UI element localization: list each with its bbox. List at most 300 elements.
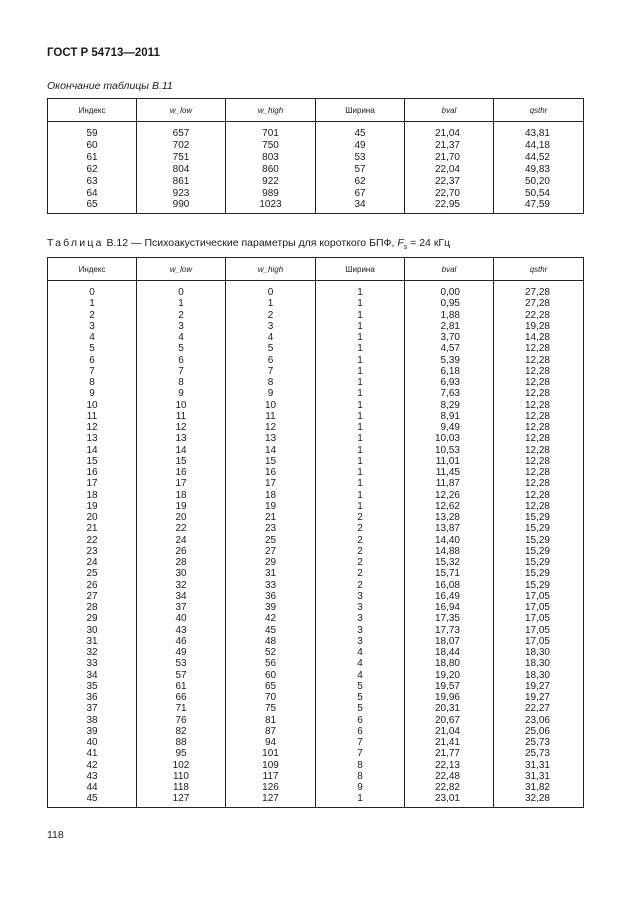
index-cell: 3 (48, 321, 137, 332)
index-cell: 28 (48, 602, 137, 613)
column-header-qsthr: qsthr (494, 99, 584, 122)
w-high-cell: 29 (226, 557, 316, 568)
table-row (48, 523, 584, 534)
table-row (48, 388, 584, 399)
table-row (48, 692, 584, 703)
w-low-cell: 46 (137, 636, 226, 647)
bval-cell: 1,88 (405, 310, 494, 321)
column-header-bval: bval (405, 258, 494, 281)
w-low-cell: 15 (137, 456, 226, 467)
table-row (48, 366, 584, 377)
table-row (48, 535, 584, 546)
table-row (48, 737, 584, 748)
qsthr-cell: 27,28 (494, 298, 584, 309)
index-cell: 35 (48, 681, 137, 692)
width-cell: 1 (316, 298, 405, 309)
w-high-cell: 0 (226, 281, 316, 299)
w-high-cell: 9 (226, 388, 316, 399)
index-cell: 32 (48, 647, 137, 658)
qsthr-cell: 12,28 (494, 433, 584, 444)
w-low-cell: 5 (137, 343, 226, 354)
w-high-cell: 15 (226, 456, 316, 467)
index-cell: 22 (48, 535, 137, 546)
caption-subscript: s (403, 244, 408, 252)
w-high-cell: 65 (226, 681, 316, 692)
index-cell: 6 (48, 355, 137, 366)
bval-cell: 21,04 (405, 122, 494, 140)
qsthr-cell: 27,28 (494, 281, 584, 299)
width-cell: 1 (316, 332, 405, 343)
table-row (48, 188, 584, 200)
index-cell: 44 (48, 782, 137, 793)
w-high-cell: 12 (226, 422, 316, 433)
w-low-cell: 26 (137, 546, 226, 557)
column-header-index: Индекс (48, 258, 137, 281)
table-row (48, 591, 584, 602)
bval-cell: 0,95 (405, 298, 494, 309)
w-high-cell: 16 (226, 467, 316, 478)
w-low-cell: 3 (137, 321, 226, 332)
w-low-cell: 32 (137, 580, 226, 591)
w-low-cell: 127 (137, 793, 226, 807)
table-row (48, 715, 584, 726)
table-row (48, 636, 584, 647)
index-cell: 27 (48, 591, 137, 602)
w-low-cell: 102 (137, 760, 226, 771)
bval-cell: 16,94 (405, 602, 494, 613)
width-cell: 8 (316, 771, 405, 782)
bval-cell: 11,01 (405, 456, 494, 467)
w-low-cell: 1 (137, 298, 226, 309)
index-cell: 7 (48, 366, 137, 377)
w-high-cell: 36 (226, 591, 316, 602)
qsthr-cell: 12,28 (494, 467, 584, 478)
table-row (48, 321, 584, 332)
table-continuation-caption: Окончание таблицы В.11 (47, 80, 173, 92)
table-row (48, 377, 584, 388)
index-cell: 40 (48, 737, 137, 748)
width-cell: 1 (316, 422, 405, 433)
width-cell: 7 (316, 748, 405, 759)
index-cell: 25 (48, 568, 137, 579)
w-high-cell: 56 (226, 658, 316, 669)
index-cell: 15 (48, 456, 137, 467)
width-cell: 57 (316, 164, 405, 176)
index-cell: 24 (48, 557, 137, 568)
w-low-cell: 61 (137, 681, 226, 692)
index-cell: 5 (48, 343, 137, 354)
w-low-cell: 71 (137, 703, 226, 714)
w-low-cell: 22 (137, 523, 226, 534)
index-cell: 64 (48, 188, 137, 200)
w-high-cell: 109 (226, 760, 316, 771)
bval-cell: 10,03 (405, 433, 494, 444)
qsthr-cell: 15,29 (494, 546, 584, 557)
w-low-cell: 751 (137, 152, 226, 164)
w-low-cell: 18 (137, 490, 226, 501)
w-high-cell: 5 (226, 343, 316, 354)
caption-text: — Психоакустические параметры для короткого БПФ, (131, 237, 395, 249)
width-cell: 1 (316, 388, 405, 399)
index-cell: 12 (48, 422, 137, 433)
index-cell: 11 (48, 411, 137, 422)
column-header-bval: bval (405, 99, 494, 122)
table-row (48, 613, 584, 624)
index-cell: 4 (48, 332, 137, 343)
bval-cell: 16,49 (405, 591, 494, 602)
table-b12 (47, 257, 584, 808)
qsthr-cell: 47,59 (494, 199, 584, 213)
index-cell: 59 (48, 122, 137, 140)
index-cell: 16 (48, 467, 137, 478)
bval-cell: 11,45 (405, 467, 494, 478)
column-header-w-low: w_low (137, 258, 226, 281)
index-cell: 60 (48, 140, 137, 152)
width-cell: 1 (316, 433, 405, 444)
width-cell: 1 (316, 793, 405, 807)
table-row (48, 602, 584, 613)
width-cell: 1 (316, 281, 405, 299)
width-cell: 2 (316, 557, 405, 568)
column-header-w-high: w_high (226, 99, 316, 122)
bval-cell: 4,57 (405, 343, 494, 354)
index-cell: 33 (48, 658, 137, 669)
table-row (48, 199, 584, 213)
qsthr-cell: 14,28 (494, 332, 584, 343)
qsthr-cell: 12,28 (494, 490, 584, 501)
page-number: 118 (47, 829, 64, 841)
w-low-cell: 10 (137, 400, 226, 411)
index-cell: 30 (48, 625, 137, 636)
table-b11-end (47, 98, 584, 214)
qsthr-cell: 44,52 (494, 152, 584, 164)
width-cell: 1 (316, 411, 405, 422)
bval-cell: 11,87 (405, 478, 494, 489)
column-header-index: Индекс (48, 99, 137, 122)
table-row (48, 445, 584, 456)
w-low-cell: 30 (137, 568, 226, 579)
index-cell: 36 (48, 692, 137, 703)
table-row (48, 681, 584, 692)
width-cell: 62 (316, 176, 405, 188)
width-cell: 2 (316, 568, 405, 579)
width-cell: 5 (316, 703, 405, 714)
index-cell: 34 (48, 670, 137, 681)
w-high-cell: 39 (226, 602, 316, 613)
qsthr-cell: 12,28 (494, 400, 584, 411)
w-high-cell: 27 (226, 546, 316, 557)
w-low-cell: 37 (137, 602, 226, 613)
w-high-cell: 6 (226, 355, 316, 366)
qsthr-cell: 12,28 (494, 343, 584, 354)
w-high-cell: 126 (226, 782, 316, 793)
qsthr-cell: 23,06 (494, 715, 584, 726)
qsthr-cell: 49,83 (494, 164, 584, 176)
bval-cell: 13,28 (405, 512, 494, 523)
w-low-cell: 76 (137, 715, 226, 726)
w-high-cell: 117 (226, 771, 316, 782)
table-row (48, 625, 584, 636)
bval-cell: 17,35 (405, 613, 494, 624)
w-high-cell: 7 (226, 366, 316, 377)
bval-cell: 14,88 (405, 546, 494, 557)
w-high-cell: 42 (226, 613, 316, 624)
w-high-cell: 803 (226, 152, 316, 164)
column-header-w-low: w_low (137, 99, 226, 122)
qsthr-cell: 32,28 (494, 793, 584, 807)
w-low-cell: 16 (137, 467, 226, 478)
index-cell: 2 (48, 310, 137, 321)
qsthr-cell: 19,27 (494, 681, 584, 692)
width-cell: 1 (316, 321, 405, 332)
bval-cell: 20,67 (405, 715, 494, 726)
index-cell: 45 (48, 793, 137, 807)
table-row (48, 557, 584, 568)
qsthr-cell: 12,28 (494, 366, 584, 377)
width-cell: 5 (316, 681, 405, 692)
qsthr-cell: 43,81 (494, 122, 584, 140)
w-high-cell: 922 (226, 176, 316, 188)
caption-prefix: Таблица (47, 237, 104, 249)
w-low-cell: 13 (137, 433, 226, 444)
index-cell: 39 (48, 726, 137, 737)
column-header-width: Ширина (316, 258, 405, 281)
width-cell: 9 (316, 782, 405, 793)
qsthr-cell: 17,05 (494, 613, 584, 624)
qsthr-cell: 12,28 (494, 377, 584, 388)
bval-cell: 22,95 (405, 199, 494, 213)
w-low-cell: 20 (137, 512, 226, 523)
caption-number: В.12 (106, 237, 129, 249)
w-low-cell: 53 (137, 658, 226, 669)
bval-cell: 22,13 (405, 760, 494, 771)
w-high-cell: 21 (226, 512, 316, 523)
w-high-cell: 3 (226, 321, 316, 332)
table-row (48, 411, 584, 422)
width-cell: 3 (316, 591, 405, 602)
width-cell: 3 (316, 625, 405, 636)
w-high-cell: 48 (226, 636, 316, 647)
table-row (48, 281, 584, 299)
qsthr-cell: 17,05 (494, 602, 584, 613)
bval-cell: 3,70 (405, 332, 494, 343)
table-row (48, 490, 584, 501)
w-low-cell: 66 (137, 692, 226, 703)
index-cell: 37 (48, 703, 137, 714)
w-high-cell: 60 (226, 670, 316, 681)
qsthr-cell: 44,18 (494, 140, 584, 152)
w-low-cell: 8 (137, 377, 226, 388)
table-row (48, 703, 584, 714)
index-cell: 9 (48, 388, 137, 399)
w-high-cell: 23 (226, 523, 316, 534)
bval-cell: 18,07 (405, 636, 494, 647)
column-header-width: Ширина (316, 99, 405, 122)
table-row (48, 122, 584, 140)
width-cell: 1 (316, 400, 405, 411)
bval-cell: 22,37 (405, 176, 494, 188)
table-row (48, 580, 584, 591)
w-low-cell: 6 (137, 355, 226, 366)
table-row (48, 658, 584, 669)
w-low-cell: 9 (137, 388, 226, 399)
bval-cell: 2,81 (405, 321, 494, 332)
index-cell: 8 (48, 377, 137, 388)
w-high-cell: 33 (226, 580, 316, 591)
bval-cell: 21,04 (405, 726, 494, 737)
w-low-cell: 0 (137, 281, 226, 299)
caption-value: = 24 кГц (410, 237, 451, 249)
w-low-cell: 990 (137, 199, 226, 213)
bval-cell: 21,70 (405, 152, 494, 164)
qsthr-cell: 50,54 (494, 188, 584, 200)
table-row (48, 456, 584, 467)
caption-variable: F (397, 237, 404, 249)
width-cell: 1 (316, 366, 405, 377)
qsthr-cell: 15,29 (494, 557, 584, 568)
index-cell: 1 (48, 298, 137, 309)
bval-cell: 18,44 (405, 647, 494, 658)
table-row (48, 467, 584, 478)
index-cell: 17 (48, 478, 137, 489)
table-row (48, 422, 584, 433)
table-row (48, 332, 584, 343)
table-row (48, 298, 584, 309)
qsthr-cell: 25,06 (494, 726, 584, 737)
bval-cell: 22,04 (405, 164, 494, 176)
w-high-cell: 75 (226, 703, 316, 714)
bval-cell: 21,41 (405, 737, 494, 748)
w-high-cell: 18 (226, 490, 316, 501)
index-cell: 14 (48, 445, 137, 456)
w-high-cell: 14 (226, 445, 316, 456)
w-high-cell: 2 (226, 310, 316, 321)
index-cell: 19 (48, 501, 137, 512)
index-cell: 41 (48, 748, 137, 759)
width-cell: 2 (316, 523, 405, 534)
width-cell: 4 (316, 670, 405, 681)
table-row (48, 310, 584, 321)
index-cell: 26 (48, 580, 137, 591)
width-cell: 3 (316, 602, 405, 613)
bval-cell: 22,82 (405, 782, 494, 793)
bval-cell: 6,18 (405, 366, 494, 377)
w-high-cell: 17 (226, 478, 316, 489)
width-cell: 2 (316, 546, 405, 557)
w-high-cell: 13 (226, 433, 316, 444)
width-cell: 3 (316, 613, 405, 624)
qsthr-cell: 12,28 (494, 445, 584, 456)
index-cell: 23 (48, 546, 137, 557)
w-low-cell: 88 (137, 737, 226, 748)
qsthr-cell: 15,29 (494, 535, 584, 546)
index-cell: 0 (48, 281, 137, 299)
index-cell: 13 (48, 433, 137, 444)
table-row (48, 433, 584, 444)
bval-cell: 21,77 (405, 748, 494, 759)
width-cell: 7 (316, 737, 405, 748)
w-low-cell: 7 (137, 366, 226, 377)
index-cell: 63 (48, 176, 137, 188)
w-high-cell: 52 (226, 647, 316, 658)
width-cell: 3 (316, 636, 405, 647)
width-cell: 6 (316, 726, 405, 737)
w-low-cell: 40 (137, 613, 226, 624)
qsthr-cell: 15,29 (494, 580, 584, 591)
w-high-cell: 750 (226, 140, 316, 152)
qsthr-cell: 50,20 (494, 176, 584, 188)
table-row (48, 152, 584, 164)
bval-cell: 5,39 (405, 355, 494, 366)
table-row (48, 726, 584, 737)
width-cell: 4 (316, 647, 405, 658)
w-low-cell: 24 (137, 535, 226, 546)
bval-cell: 19,20 (405, 670, 494, 681)
index-cell: 43 (48, 771, 137, 782)
document-header: ГОСТ Р 54713—2011 (47, 47, 160, 59)
width-cell: 5 (316, 692, 405, 703)
index-cell: 29 (48, 613, 137, 624)
bval-cell: 7,63 (405, 388, 494, 399)
width-cell: 2 (316, 535, 405, 546)
qsthr-cell: 17,05 (494, 625, 584, 636)
table-row (48, 771, 584, 782)
width-cell: 34 (316, 199, 405, 213)
qsthr-cell: 15,29 (494, 512, 584, 523)
qsthr-cell: 18,30 (494, 658, 584, 669)
bval-cell: 13,87 (405, 523, 494, 534)
qsthr-cell: 12,28 (494, 388, 584, 399)
table-row (48, 546, 584, 557)
w-high-cell: 25 (226, 535, 316, 546)
index-cell: 31 (48, 636, 137, 647)
bval-cell: 17,73 (405, 625, 494, 636)
width-cell: 45 (316, 122, 405, 140)
width-cell: 8 (316, 760, 405, 771)
table-row (48, 760, 584, 771)
w-low-cell: 861 (137, 176, 226, 188)
index-cell: 42 (48, 760, 137, 771)
qsthr-cell: 19,28 (494, 321, 584, 332)
w-high-cell: 1023 (226, 199, 316, 213)
bval-cell: 0,00 (405, 281, 494, 299)
width-cell: 1 (316, 343, 405, 354)
index-cell: 10 (48, 400, 137, 411)
qsthr-cell: 12,28 (494, 478, 584, 489)
width-cell: 1 (316, 490, 405, 501)
qsthr-cell: 22,27 (494, 703, 584, 714)
w-high-cell: 31 (226, 568, 316, 579)
table-row (48, 568, 584, 579)
w-high-cell: 94 (226, 737, 316, 748)
table-row (48, 400, 584, 411)
bval-cell: 8,91 (405, 411, 494, 422)
qsthr-cell: 22,28 (494, 310, 584, 321)
w-high-cell: 860 (226, 164, 316, 176)
table-row (48, 478, 584, 489)
w-high-cell: 10 (226, 400, 316, 411)
w-low-cell: 28 (137, 557, 226, 568)
bval-cell: 12,62 (405, 501, 494, 512)
width-cell: 1 (316, 445, 405, 456)
table-row (48, 501, 584, 512)
index-cell: 61 (48, 152, 137, 164)
w-high-cell: 701 (226, 122, 316, 140)
bval-cell: 10,53 (405, 445, 494, 456)
qsthr-cell: 25,73 (494, 748, 584, 759)
table-header-row (48, 99, 584, 122)
column-header-qsthr: qsthr (494, 258, 584, 281)
